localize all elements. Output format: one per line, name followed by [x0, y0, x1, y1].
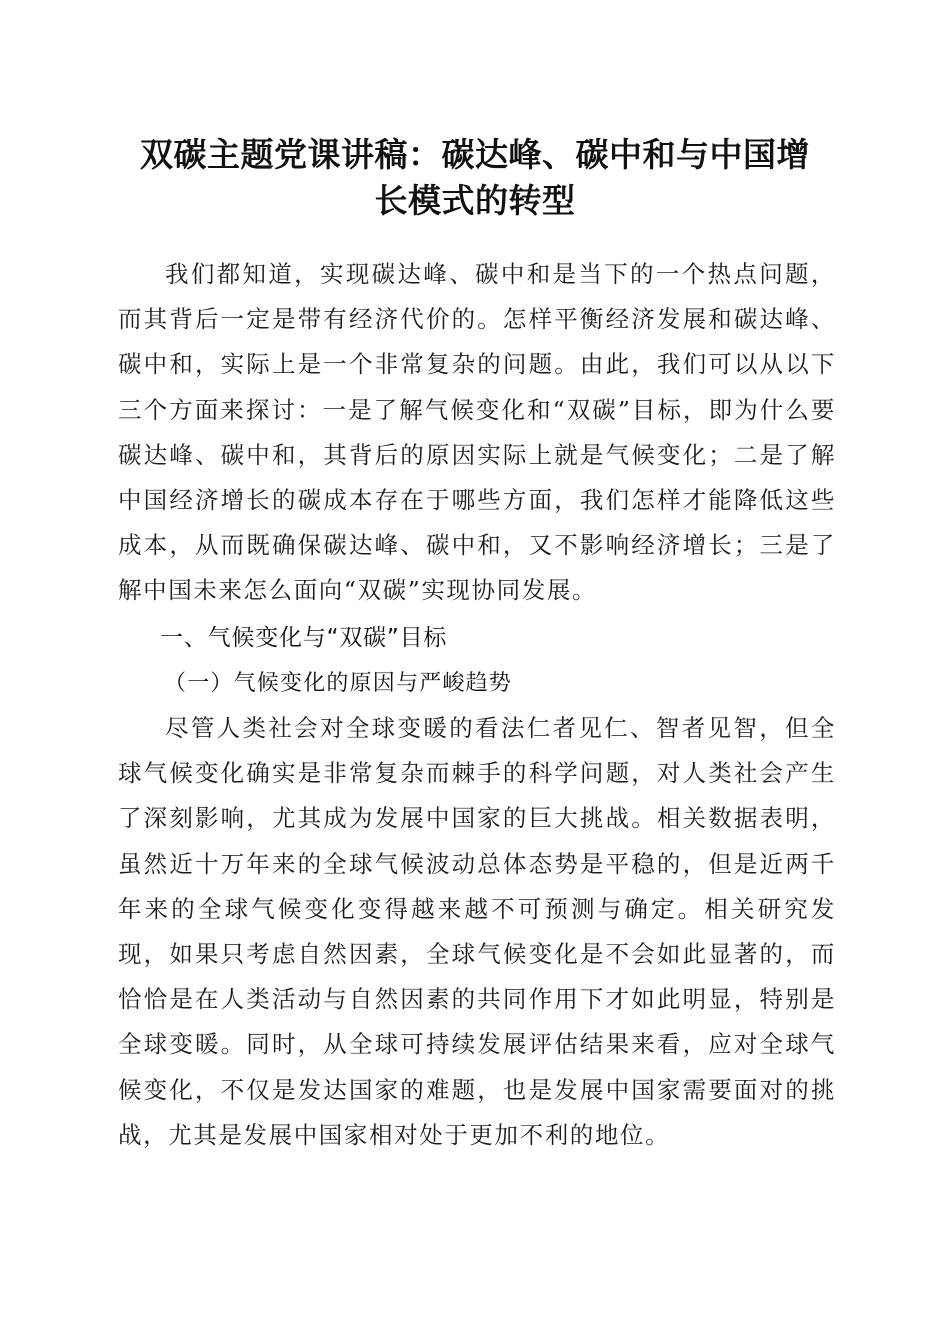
title-line-2: 长模式的转型	[374, 181, 576, 220]
document-body	[118, 252, 836, 1158]
title-line-1: 双碳主题党课讲稿：碳达峰、碳中和与中国增	[140, 135, 810, 174]
subsection-1-heading: （一）气候变化的原因与严峻趋势	[164, 670, 513, 696]
document-title	[100, 132, 850, 224]
section-1-paragraph: 尽管人类社会对全球变暖的看法仁者见仁、智者见智，但全球气候变化确实是非常复杂而棘手的科学问题，对人类社会产生了深刻影响，尤其成为发展中国家的巨大挑战。相关数据表明，虽然近十万年来的全球气候波动总体态势是平稳的，但是近两千年来的全球气候变化变得越来越不可预测与确定。相关研究发现，如果只考虑自然因素，全球气候变化是不会如此显著的，而恰恰是在人类活动与自然因素的共同作用下才如此明显，特别是全球变暖。同时，从全球可持续发展评估结果来看，应对全球气候变化，不仅是发达国家的难题，也是发展中国家需要面对的挑战，尤其是发展中国家相对处于更加不利的地位。	[118, 714, 836, 1149]
intro-paragraph: 我们都知道，实现碳达峰、碳中和是当下的一个热点问题，而其背后一定是带有经济代价的。怎样平衡经济发展和碳达峰、碳中和，实际上是一个非常复杂的问题。由此，我们可以从以下三个方面来探讨：一是了解气候变化和“双碳”目标，即为什么要碳达峰、碳中和，其背后的原因实际上就是气候变化；二是了解中国经济增长的碳成本存在于哪些方面，我们怎样才能降低这些成本，从而既确保碳达峰、碳中和，又不影响经济增长；三是了解中国未来怎么面向“双碳”实现协同发展。	[118, 260, 836, 605]
section-1-heading: 一、气候变化与“双碳”目标	[160, 624, 448, 651]
